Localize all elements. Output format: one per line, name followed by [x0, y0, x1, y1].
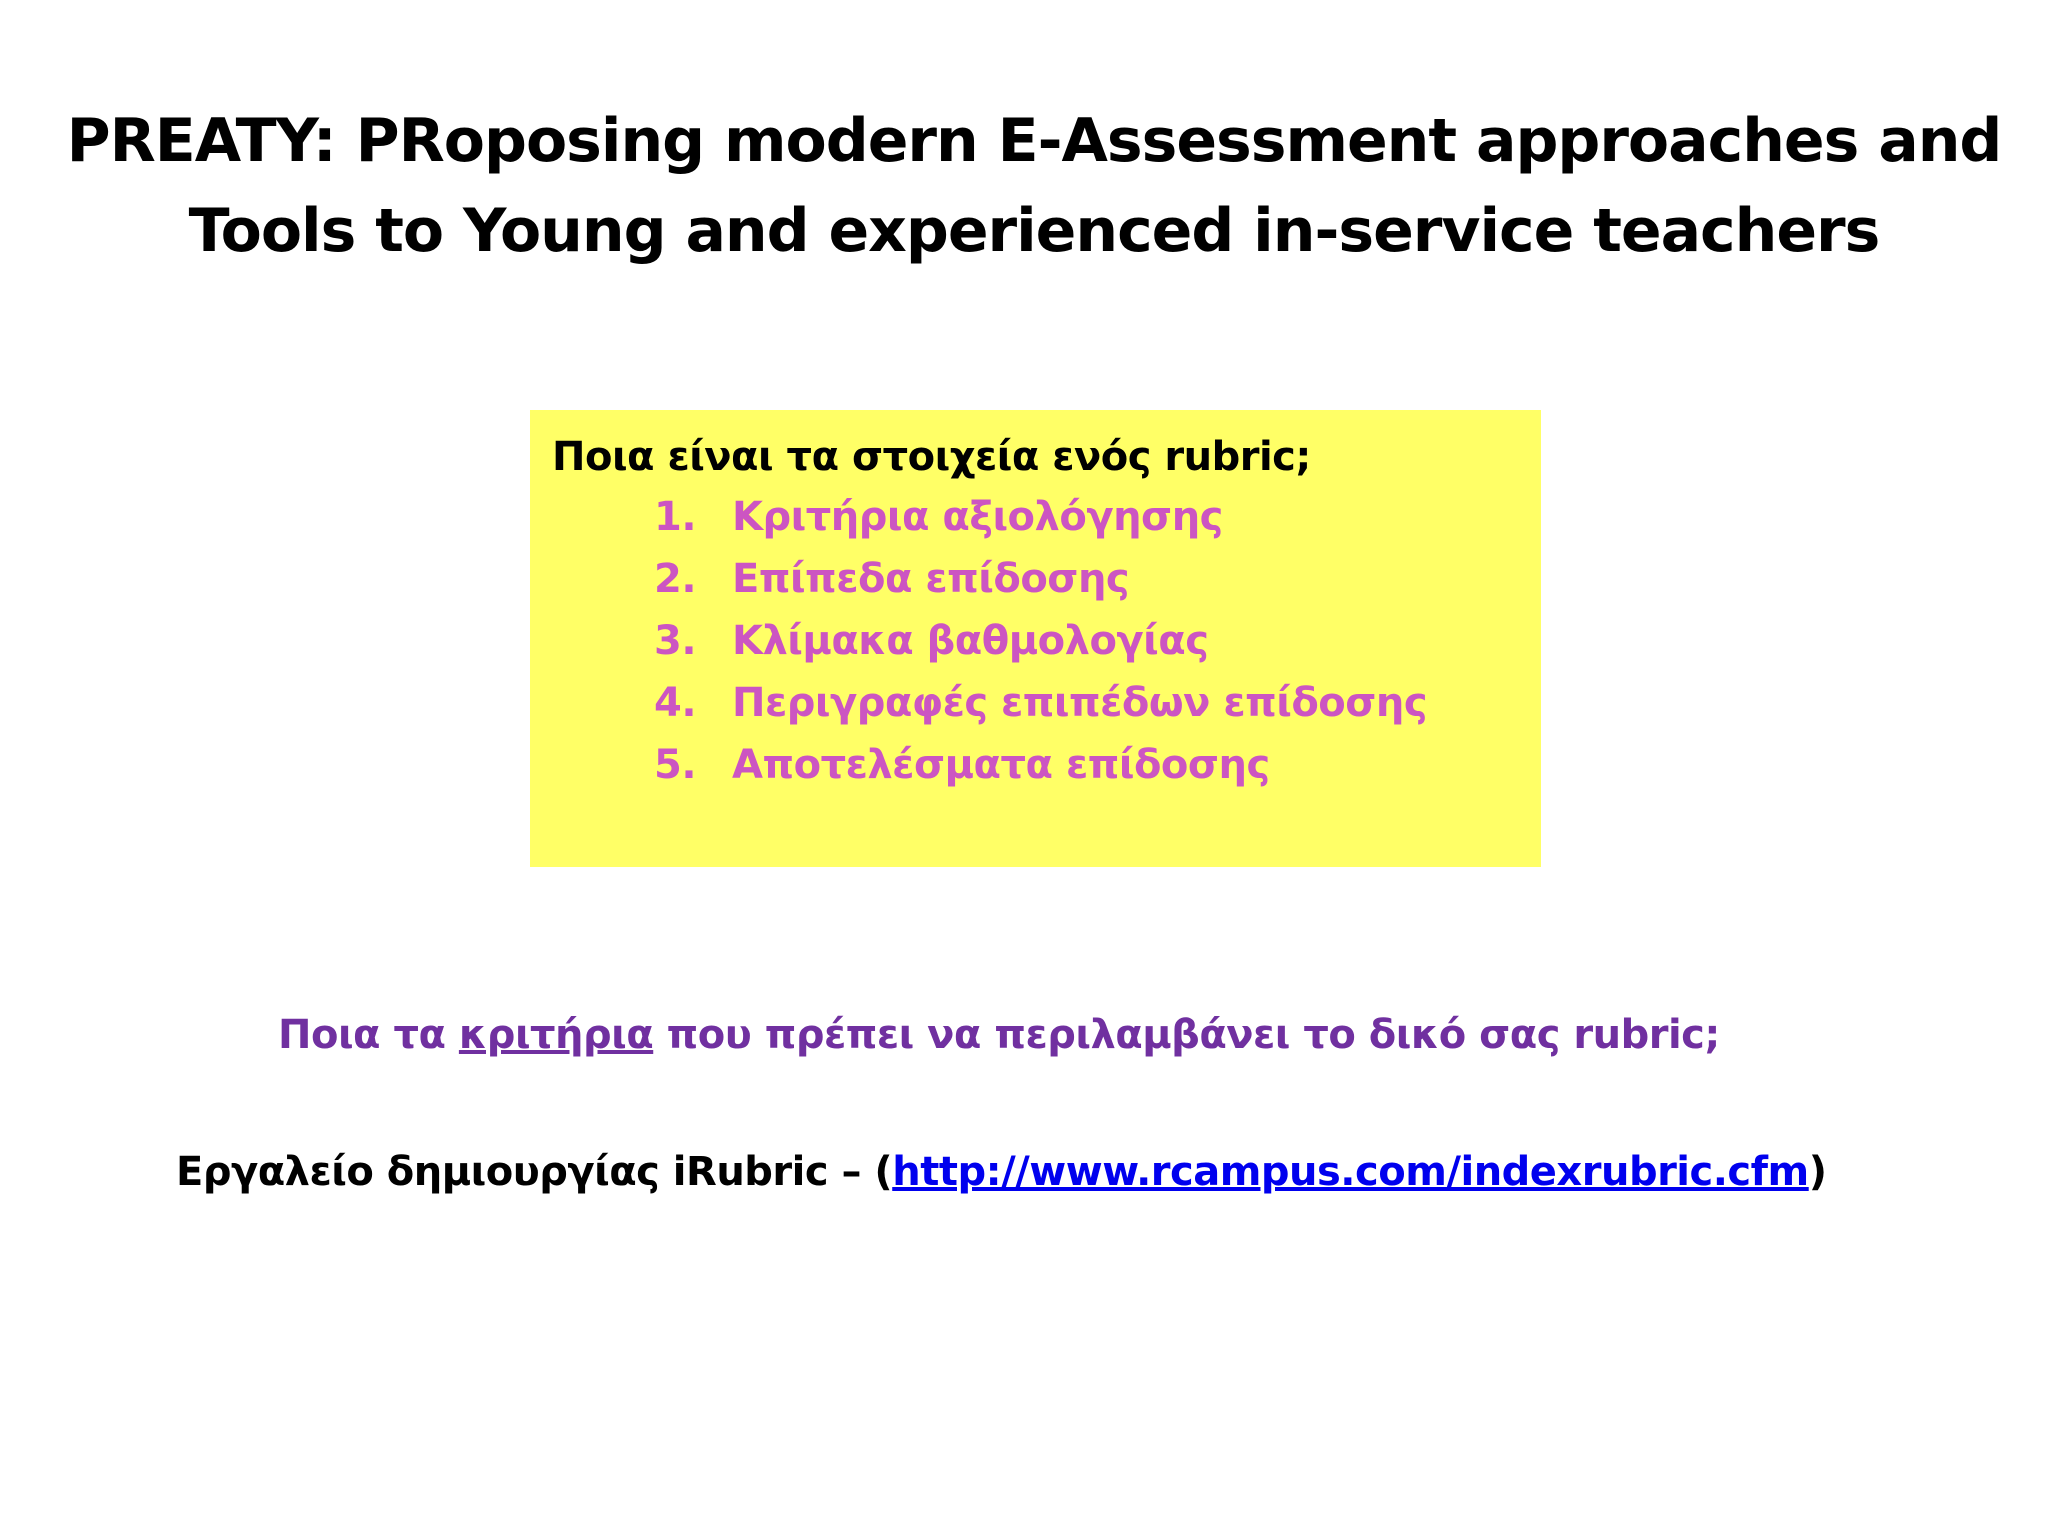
- slide-title-line-1: PREATY: PRoposing modern E-Assessment approaches and: [66, 106, 2002, 176]
- criteria-question-start: Ποια τα: [278, 1012, 459, 1058]
- list-item-label: Περιγραφές επιπέδων επίδοσης: [732, 680, 1428, 726]
- list-item-number: 2.: [654, 556, 697, 602]
- list-item: [530, 486, 1427, 548]
- rubric-elements-list: [530, 486, 1427, 796]
- irubric-tool-line: [176, 1142, 1827, 1202]
- list-item-number: 1.: [654, 494, 697, 540]
- list-item: [530, 610, 1427, 672]
- rubric-elements-heading: Ποια είναι τα στοιχεία ενός rubric;: [552, 434, 1311, 480]
- irubric-tool-prefix: Εργαλείο δημιουργίας iRubric – (: [176, 1149, 893, 1195]
- list-item-label: Αποτελέσματα επίδοσης: [732, 742, 1270, 788]
- list-item-label: Κλίμακα βαθμολογίας: [732, 618, 1209, 664]
- irubric-link[interactable]: http://www.rcampus.com/indexrubric.cfm: [892, 1149, 1809, 1195]
- list-item: [530, 548, 1427, 610]
- criteria-question-underlined: κριτήρια: [458, 1012, 654, 1058]
- list-item: [530, 672, 1427, 734]
- criteria-question-end: που πρέπει να περιλαμβάνει το δικό σας rubric;: [653, 1012, 1720, 1058]
- list-item: [530, 734, 1427, 796]
- rubric-elements-box: [530, 410, 1541, 867]
- irubric-tool-suffix: ): [1808, 1149, 1827, 1195]
- slide-title: [60, 96, 2008, 276]
- list-item-label: Κριτήρια αξιολόγησης: [732, 494, 1223, 540]
- criteria-question: [278, 1005, 1720, 1065]
- slide-title-line-2: Tools to Young and experienced in-service teachers: [188, 196, 1880, 266]
- list-item-number: 5.: [654, 742, 697, 788]
- list-item-number: 4.: [654, 680, 697, 726]
- list-item-label: Επίπεδα επίδοσης: [732, 556, 1130, 602]
- list-item-number: 3.: [654, 618, 697, 664]
